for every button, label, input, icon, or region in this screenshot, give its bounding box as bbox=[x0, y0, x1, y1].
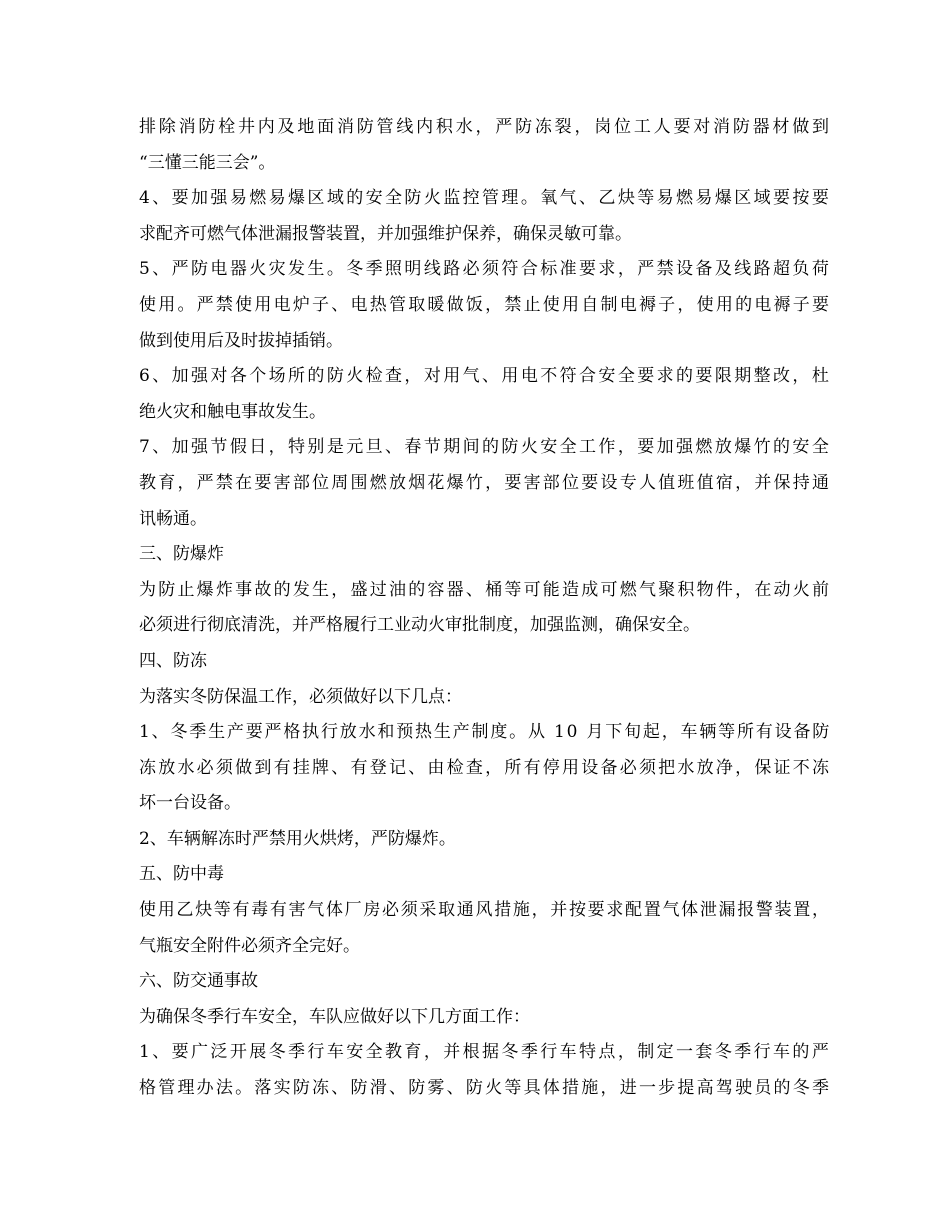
text-line: 为确保冬季行车安全，车队应做好以下几方面工作： bbox=[139, 1006, 530, 1027]
text-line: 1、要广泛开展冬季行车安全教育，并根据冬季行车特点，制定一套冬季行车的严 bbox=[139, 1042, 832, 1063]
text-line: 6、加强对各个场所的防火检查，对用气、用电不符合安全要求的要限期整改，杜 bbox=[139, 366, 832, 387]
text-line: 7、加强节假日，特别是元旦、春节期间的防火安全工作，要加强燃放爆竹的安全 bbox=[139, 437, 832, 458]
document-body bbox=[139, 110, 832, 1107]
text-line: 排除消防栓井内及地面消防管线内积水，严防冻裂，岗位工人要对消防器材做到 bbox=[139, 117, 832, 137]
text-line: 2、车辆解冻时严禁用火烘烤，严防爆炸。 bbox=[139, 828, 456, 849]
text-line: 必须进行彻底清洗，并严格履行工业动火审批制度，加强监测，确保安全。 bbox=[139, 615, 700, 636]
text-line: 格管理办法。落实防冻、防滑、防雾、防火等具体措施，进一步提高驾驶员的冬季 bbox=[139, 1078, 832, 1099]
text-line: 求配齐可燃气体泄漏报警装置，并加强维护保养，确保灵敏可靠。 bbox=[139, 223, 632, 244]
text-line: 气瓶安全附件必须齐全完好。 bbox=[139, 935, 360, 956]
text-line: 绝火灾和触电事故发生。 bbox=[139, 401, 326, 422]
text-line: 1、冬季生产要严格执行放水和预热生产制度。从 10 月下旬起，车辆等所有设备防 bbox=[139, 722, 832, 743]
text-line: 做到使用后及时拔掉插销。 bbox=[139, 330, 343, 351]
text-line: “三懂三能三会”。 bbox=[139, 152, 276, 173]
text-line: 讯畅通。 bbox=[139, 508, 207, 529]
text-line: 为防止爆炸事故的发生，盛过油的容器、桶等可能造成可燃气聚积物件，在动火前 bbox=[139, 579, 832, 600]
text-line: 冻放水必须做到有挂牌、有登记、由检查，所有停用设备必须把水放净，保证不冻 bbox=[139, 757, 832, 778]
text-line: 教育，严禁在要害部位周围燃放烟花爆竹，要害部位要设专人值班值宿，并保持通 bbox=[139, 472, 832, 493]
text-line: 六、防交通事故 bbox=[139, 971, 258, 992]
text-line: 坏一台设备。 bbox=[139, 793, 241, 814]
text-line: 三、防爆炸 bbox=[139, 544, 224, 565]
text-line: 4、要加强易燃易爆区域的安全防火监控管理。氧气、乙炔等易燃易爆区域要按要 bbox=[139, 188, 832, 209]
text-line: 5、严防电器火灾发生。冬季照明线路必须符合标准要求，严禁设备及线路超负荷 bbox=[139, 259, 832, 280]
text-line: 五、防中毒 bbox=[139, 864, 224, 885]
text-line: 使用乙炔等有毒有害气体厂房必须采取通风措施，并按要求配置气体泄漏报警装置， bbox=[139, 900, 831, 921]
text-line: 为落实冬防保温工作，必须做好以下几点： bbox=[139, 686, 462, 707]
text-line: 四、防冻 bbox=[139, 650, 207, 671]
text-line: 使用。严禁使用电炉子、电热管取暖做饭，禁止使用自制电褥子，使用的电褥子要 bbox=[139, 294, 832, 315]
